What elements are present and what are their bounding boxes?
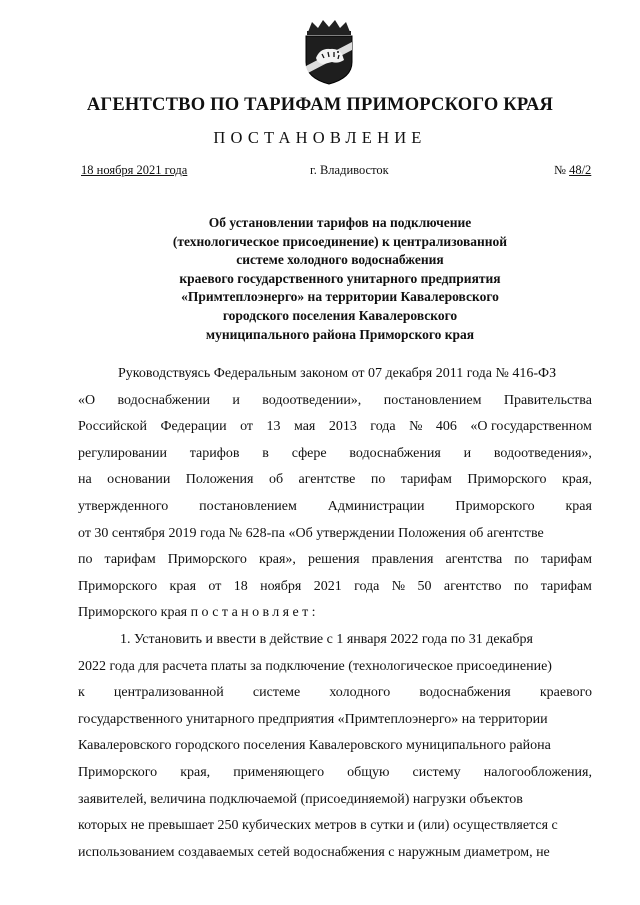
body-word: водоснабжении [117, 392, 210, 408]
body-word: в [262, 445, 269, 461]
body-word: к [78, 685, 85, 701]
body-word: «О [78, 392, 96, 408]
title-line: (технологическое присоединение) к централизованной [172, 233, 508, 249]
body-word: решения [307, 552, 360, 568]
body-word: года [354, 578, 380, 594]
body-word: по [514, 552, 529, 568]
body-word: утвержденного [78, 498, 169, 514]
body-word: по [513, 578, 529, 594]
body-word: тарифов [189, 445, 240, 461]
body-word: тарифам [400, 472, 452, 488]
body-word: применяющего [233, 764, 325, 780]
body-word: агентство [443, 578, 502, 594]
body-word: основании [107, 472, 171, 488]
body-line: Руководствуясь Федеральным законом от 07 декабря 2011 года № 416-ФЗ [118, 366, 557, 381]
body-word: ноября [260, 578, 302, 594]
body-word: агентства [445, 552, 503, 568]
body-word: тарифам [540, 552, 592, 568]
body-word: края [169, 578, 197, 594]
body-word: агентстве [298, 472, 356, 488]
body-word: централизованной [113, 685, 224, 701]
body-line [78, 441, 592, 468]
body-word: постановлением [199, 498, 297, 514]
body-word: холодного [329, 685, 391, 701]
body-line: которых не превышает 250 кубических метров в сутки и (или) осуществляется с [78, 818, 558, 834]
body-word: от [240, 419, 253, 435]
body-word: края, [562, 472, 592, 488]
document-type: ПОСТАНОВЛЕНИЕ [213, 128, 427, 147]
document-date: 18 ноября 2021 года [81, 163, 188, 177]
body-line [78, 760, 592, 787]
body-word: правления [371, 552, 434, 568]
body-word: Положения [185, 472, 254, 488]
body-word: водоснабжения [419, 685, 511, 701]
document-title [0, 214, 640, 344]
body-word: года [370, 419, 396, 435]
body-word: Приморского [467, 472, 547, 488]
body-word: краевого [539, 685, 592, 701]
body-line: 1. Установить и ввести в действие с 1 января 2022 года по 31 декабря [120, 631, 533, 647]
body-word: Правительства [503, 392, 592, 408]
body-word: № [409, 419, 423, 435]
body-line [78, 680, 592, 707]
body-line [78, 414, 592, 441]
number-value: 48/2 [569, 163, 592, 177]
body-word: от [208, 578, 222, 594]
body-word: 50 [417, 578, 432, 594]
body-word: Федерации [160, 419, 227, 435]
body-word: 13 [266, 419, 281, 435]
body-word: края, [180, 764, 211, 780]
body-line: Кавалеровского городского поселения Кавалеровского муниципального района [78, 738, 551, 754]
body-word: водоотведения», [493, 445, 592, 461]
document-city: г. Владивосток [310, 163, 389, 177]
title-line: Об установлении тарифов на подключение [208, 215, 472, 230]
primorsky-coat-of-arms-icon [298, 18, 360, 86]
body-word: тарифам [104, 552, 156, 568]
title-line: городского поселения Кавалеровского [222, 307, 458, 323]
body-word: мая [293, 419, 316, 435]
body-word: на [78, 472, 92, 488]
body-word: по [370, 472, 386, 488]
body-word: водоснабжения [349, 445, 441, 461]
body-word: системе [252, 685, 301, 701]
body-word: общую [347, 764, 390, 780]
title-line: муниципального района Приморского края [205, 326, 475, 342]
document-number [554, 163, 591, 178]
body-line [78, 467, 592, 494]
body-word: систему [412, 764, 461, 780]
body-line: Приморского края постановляет: [78, 600, 592, 627]
body-word: 406 [435, 419, 457, 435]
body-line: использованием создаваемых сетей водоснабжения с наружным диаметром, не [78, 844, 550, 860]
body-word: Приморского [455, 498, 535, 514]
body-line: заявителей, величина подключаемой (присоединяемой) нагрузки объектов [78, 791, 523, 807]
body-word: № [391, 578, 406, 594]
body-word: Администрации [327, 498, 425, 514]
body-word: по [78, 552, 93, 568]
body-word: Приморского [78, 578, 158, 594]
title-line: краевого государственного унитарного предприятия [179, 270, 501, 286]
body-word: тарифам [540, 578, 592, 594]
body-word: края [565, 498, 592, 514]
body-word: и [463, 445, 472, 461]
body-line [78, 547, 592, 574]
body-word: сфере [291, 445, 327, 461]
body-word: края», [258, 552, 296, 568]
body-line: 2022 года для расчета платы за подключение (технологическое присоединение) [78, 658, 552, 674]
body-line: государственного унитарного предприятия «Примтеплоэнерго» на территории [78, 711, 548, 727]
number-prefix: № [554, 163, 570, 177]
body-word: 2021 [313, 578, 342, 594]
body-word: постановлением [383, 392, 482, 408]
body-line [78, 388, 592, 415]
body-word: 18 [233, 578, 248, 594]
resolves-word: постановляет: [190, 605, 319, 621]
body-word: 2013 [328, 419, 357, 435]
body-word: Приморского [78, 764, 158, 780]
agency-name: АГЕНТСТВО ПО ТАРИФАМ ПРИМОРСКОГО КРАЯ [86, 95, 554, 115]
body-word: «О государственном [470, 419, 592, 435]
title-line: «Примтеплоэнерго» на территории Кавалеровского [181, 289, 499, 305]
body-word: регулировании [78, 445, 167, 461]
body-line [78, 494, 592, 521]
body-word: и [232, 392, 240, 408]
body-word: Приморского [167, 552, 247, 568]
document-body [78, 361, 592, 866]
body-line [78, 574, 592, 601]
body-word: Российской [78, 419, 147, 435]
body-word: об [268, 472, 284, 488]
body-word: водоотведении», [262, 392, 362, 408]
body-word: налогообложения, [483, 764, 592, 780]
title-line: системе холодного водоснабжения [236, 252, 444, 268]
body-line: от 30 сентября 2019 года № 628-па «Об утверждении Положения об агентстве [78, 525, 544, 541]
